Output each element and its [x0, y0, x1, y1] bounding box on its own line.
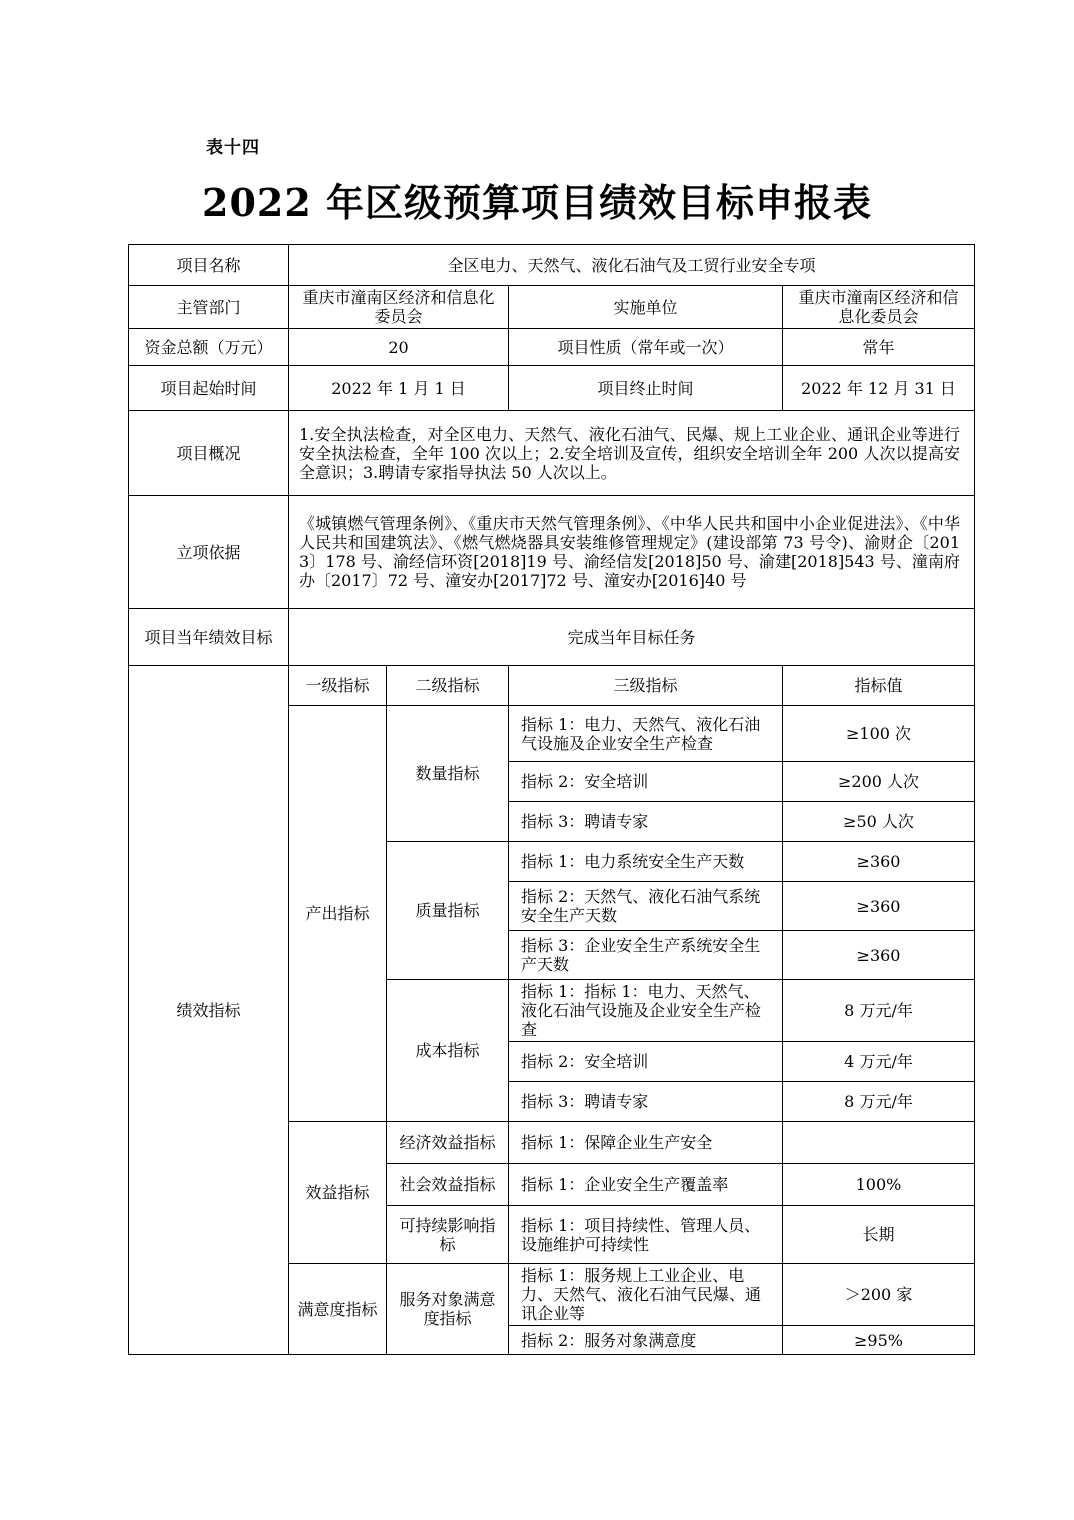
value-project-name: 全区电力、天然气、液化石油气及工贸行业安全专项	[289, 245, 975, 286]
label-start: 项目起始时间	[129, 366, 289, 411]
header-level1: 一级指标	[289, 666, 387, 706]
label-overview: 项目概况	[129, 411, 289, 496]
performance-goal-table	[128, 244, 975, 1355]
l2-cost: 成本指标	[387, 980, 509, 1122]
value-dept: 重庆市潼南区经济和信息化委员会	[289, 286, 509, 329]
page-title: 2022 年区级预算项目绩效目标申报表	[202, 180, 872, 225]
label-impl-unit: 实施单位	[509, 286, 783, 329]
l2-quality: 质量指标	[387, 842, 509, 980]
value-impl-unit: 重庆市潼南区经济和信息化委员会	[783, 286, 975, 329]
l3-cell: 指标 1：保障企业生产安全	[509, 1122, 783, 1164]
row-dept	[129, 286, 975, 329]
l3-cell: 指标 1：电力、天然气、液化石油气设施及企业安全生产检查	[509, 706, 783, 762]
header-value: 指标值	[783, 666, 975, 706]
value-cell: 100%	[783, 1164, 975, 1206]
value-annual-goal: 完成当年目标任务	[289, 609, 975, 666]
l3-cell: 指标 2：天然气、液化石油气系统安全生产天数	[509, 882, 783, 931]
value-start: 2022 年 1 月 1 日	[289, 366, 509, 411]
l3-cell: 指标 1：项目持续性、管理人员、设施维护可持续性	[509, 1206, 783, 1264]
l1-output: 产出指标	[289, 706, 387, 1122]
value-cell: ≥360	[783, 882, 975, 931]
value-cell: ≥50 人次	[783, 802, 975, 842]
l1-satisfaction: 满意度指标	[289, 1264, 387, 1355]
value-cell	[783, 1122, 975, 1164]
l3-cell: 指标 3：聘请专家	[509, 802, 783, 842]
row-indicator-header	[129, 666, 975, 706]
l3-cell: 指标 3：聘请专家	[509, 1082, 783, 1122]
l2-sustain: 可持续影响指标	[387, 1206, 509, 1264]
value-cell: ≥360	[783, 931, 975, 980]
label-nature: 项目性质（常年或一次）	[509, 329, 783, 366]
table-number: 表十四	[206, 138, 260, 158]
header-level2: 二级指标	[387, 666, 509, 706]
value-overview: 1.安全执法检查，对全区电力、天然气、液化石油气、民爆、规上工业企业、通讯企业等进行安全执法检查，全年 100 次以上；2.安全培训及宣传，组织安全培训全年 200 人次以提高安全意识；3.聘请专家指导执法 50 人次以上。	[289, 411, 975, 496]
label-indicators: 绩效指标	[129, 666, 289, 1355]
value-cell: 长期	[783, 1206, 975, 1264]
l3-cell: 指标 1：服务规上工业企业、电力、天然气、液化石油气民爆、通讯企业等	[509, 1264, 783, 1326]
label-end: 项目终止时间	[509, 366, 783, 411]
l3-cell: 指标 1：电力系统安全生产天数	[509, 842, 783, 882]
row-fund	[129, 329, 975, 366]
value-end: 2022 年 12 月 31 日	[783, 366, 975, 411]
value-cell: ＞200 家	[783, 1264, 975, 1326]
value-cell: ≥360	[783, 842, 975, 882]
l3-cell: 指标 2：安全培训	[509, 762, 783, 802]
l3-cell: 指标 1：企业安全生产覆盖率	[509, 1164, 783, 1206]
row-basis	[129, 496, 975, 609]
label-project-name: 项目名称	[129, 245, 289, 286]
row-annual-goal	[129, 609, 975, 666]
label-annual-goal: 项目当年绩效目标	[129, 609, 289, 666]
value-basis: 《城镇燃气管理条例》、《重庆市天然气管理条例》、《中华人民共和国中小企业促进法》、《中华人民共和国建筑法》、《燃气燃烧器具安装维修管理规定》(建设部第 73 号令)、渝财企〔2013〕178 号、渝经信环资[2018]19 号、渝经信发[2018]50 号、渝建[2018]543 号、潼南府办〔2017〕72 号、潼安办[2017]72 号、潼安办[2016]40 号	[289, 496, 975, 609]
l3-cell: 指标 3：企业安全生产系统安全生产天数	[509, 931, 783, 980]
row-overview	[129, 411, 975, 496]
l2-quantity: 数量指标	[387, 706, 509, 842]
row-dates	[129, 366, 975, 411]
l3-cell: 指标 2：安全培训	[509, 1042, 783, 1082]
value-cell: 8 万元/年	[783, 1082, 975, 1122]
l2-service: 服务对象满意度指标	[387, 1264, 509, 1355]
l2-social: 社会效益指标	[387, 1164, 509, 1206]
value-cell: 8 万元/年	[783, 980, 975, 1042]
row-project-name	[129, 245, 975, 286]
value-nature: 常年	[783, 329, 975, 366]
label-fund-total: 资金总额（万元）	[129, 329, 289, 366]
value-cell: ≥95%	[783, 1326, 975, 1355]
l2-economic: 经济效益指标	[387, 1122, 509, 1164]
label-dept: 主管部门	[129, 286, 289, 329]
value-cell: 4 万元/年	[783, 1042, 975, 1082]
value-cell: ≥100 次	[783, 706, 975, 762]
value-fund-total: 20	[289, 329, 509, 366]
l3-cell: 指标 2：服务对象满意度	[509, 1326, 783, 1355]
l1-benefit: 效益指标	[289, 1122, 387, 1264]
header-level3: 三级指标	[509, 666, 783, 706]
label-basis: 立项依据	[129, 496, 289, 609]
value-cell: ≥200 人次	[783, 762, 975, 802]
l3-cell: 指标 1：指标 1：电力、天然气、液化石油气设施及企业安全生产检查	[509, 980, 783, 1042]
